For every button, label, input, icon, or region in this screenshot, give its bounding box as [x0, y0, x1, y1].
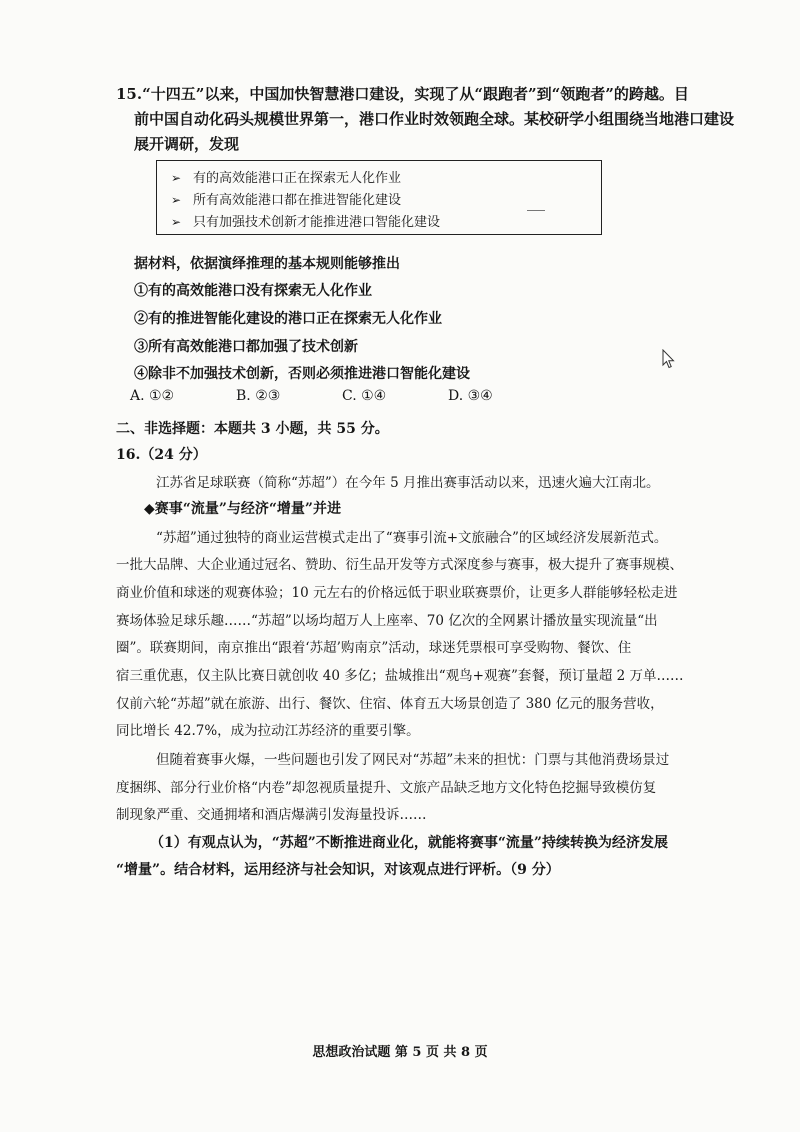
q16-para2-line: 制现象严重、交通拥堵和酒店爆满引发海量投诉……	[116, 807, 427, 823]
mouse-pointer-icon	[662, 349, 676, 369]
q16-para1-line: “苏超”通过独特的商业运营模式走出了“赛事引流+文旅融合”的区域经济发展新范式。	[156, 530, 668, 546]
option-c[interactable]: C. ①④	[342, 388, 387, 404]
findings-box	[156, 160, 602, 235]
option-a[interactable]: A. ①②	[130, 388, 175, 404]
q15-item-1: ①有的高效能港口没有探索无人化作业	[134, 283, 372, 299]
q15-line-2: 前中国自动化码头规模世界第一，港口作业时效领跑全球。某校研学小组围绕当地港口建设	[134, 110, 735, 128]
q16-header: 16.（24 分）	[116, 447, 207, 463]
q16-para2-line: 度捆绑、部分行业价格“内卷”却忽视质量提升、文旅产品缺乏地方文化特色挖掘导致模仿复	[116, 780, 657, 796]
page-footer: 思想政治试题 第 5 页 共 8 页	[312, 1045, 488, 1060]
option-d[interactable]: D. ③④	[448, 388, 493, 404]
q16-subheading: ◆赛事“流量”与经济“增量”并进	[144, 501, 341, 517]
arrow-bullet-icon: ➢	[171, 171, 182, 185]
q16-para1-line: 仅前六轮“苏超”就在旅游、出行、餐饮、住宿、体育五大场景创造了 380 亿元的服务营收，	[116, 696, 664, 712]
finding-text: 只有加强技术创新才能推进港口智能化建设	[193, 215, 441, 230]
q16-sub1-line-1: （1）有观点认为，“苏超”不断推进商业化，就能将赛事“流量”持续转换为经济发展	[150, 835, 668, 851]
finding-item	[171, 189, 401, 208]
section-2-heading: 二、非选择题：本题共 3 小题，共 55 分。	[116, 421, 389, 437]
q15-line-1: 15.“十四五”以来，中国加快智慧港口建设，实现了从“跟跑者”到“领跑者”的跨越。目	[116, 85, 689, 103]
arrow-bullet-icon: ➢	[171, 215, 182, 229]
q16-para1-line: 圈”。联赛期间，南京推出“跟着‘苏超’购南京”活动，球迷凭票根可享受购物、餐饮、住	[116, 640, 632, 656]
scan-mark	[527, 210, 545, 211]
q16-para1-line: 宿三重优惠，仅主队比赛日就创收 40 多亿；盐城推出“观鸟+观赛”套餐，预订量超 2 万单……	[116, 668, 684, 684]
q16-para2-line: 但随着赛事火爆，一些问题也引发了网民对“苏超”未来的担忧：门票与其他消费场景过	[156, 752, 670, 768]
arrow-bullet-icon: ➢	[171, 193, 182, 207]
q16-para1-line: 一批大品牌、大企业通过冠名、赞助、衍生品开发等方式深度参与赛事，极大提升了赛事规模、	[116, 557, 683, 573]
finding-text: 有的高效能港口正在探索无人化作业	[193, 171, 402, 186]
q16-intro: 江苏省足球联赛（简称“苏超”）在今年 5 月推出赛事活动以来，迅速火遍大江南北。	[156, 475, 660, 491]
finding-item	[171, 211, 440, 230]
q15-item-2: ②有的推进智能化建设的港口正在探索无人化作业	[134, 311, 442, 327]
q16-sub1-line-2: “增量”。结合材料，运用经济与社会知识，对该观点进行评析。（9 分）	[116, 862, 560, 878]
q15-line-3: 展开调研，发现	[134, 135, 240, 153]
finding-text: 所有高效能港口都在推进智能化建设	[193, 193, 402, 208]
option-b[interactable]: B. ②③	[236, 388, 281, 404]
q15-item-3: ③所有高效能港口都加强了技术创新	[134, 339, 358, 355]
q16-para1-line: 赛场体验足球乐趣……“苏超”以场均超万人上座率、70 亿次的全网累计播放量实现流量“出	[116, 613, 658, 629]
q16-para1-line: 同比增长 42.7%，成为拉动江苏经济的重要引擎。	[116, 723, 420, 739]
q15-prompt: 据材料，依据演绎推理的基本规则能够推出	[134, 256, 400, 272]
q16-para1-line: 商业价值和球迷的观赛体验；10 元左右的价格远低于职业联赛票价，让更多人群能够轻松走进	[116, 585, 678, 601]
q15-item-4: ④除非不加强技术创新，否则必须推进港口智能化建设	[134, 366, 470, 382]
finding-item	[171, 167, 401, 186]
